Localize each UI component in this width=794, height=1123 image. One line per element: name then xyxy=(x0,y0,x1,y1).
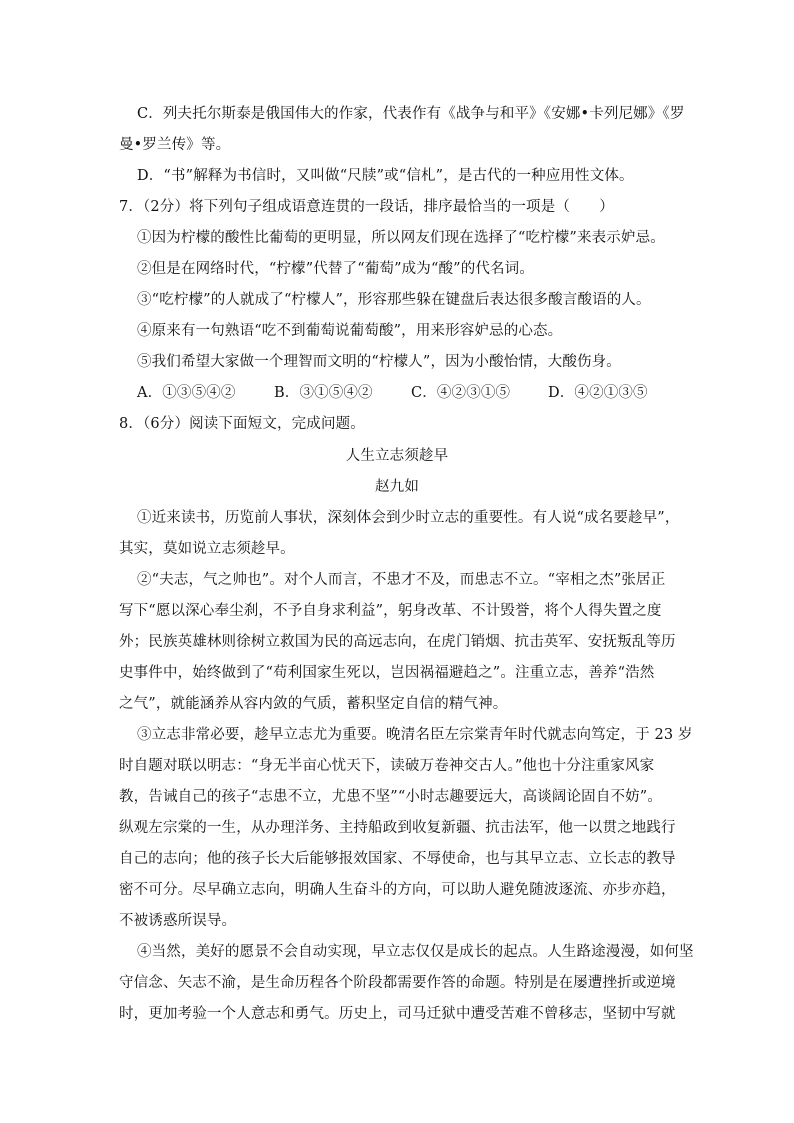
q7-sentence-3: ③“吃柠檬”的人就成了“柠檬人”，形容那些躲在键盘后表达很多酸言酸语的人。 xyxy=(137,292,651,308)
article-author: 赵九如 xyxy=(375,479,419,495)
q6-option-c-line2: 曼•罗兰传》等。 xyxy=(119,137,231,153)
q7-sentence-2: ②但是在网络时代，“柠檬”代替了“葡萄”成为“酸”的代名词。 xyxy=(137,261,534,277)
article-line: 时自题对联以明志：“身无半亩心忧天下，读破万卷神交古人。”他也十分注重家风家 xyxy=(119,758,655,774)
article-line: 教，告诫自己的孩子“志患不立，尤患不坚”“小时志趣要远大，高谈阔论固自不妨”。 xyxy=(119,789,662,805)
article-line: 外；民族英雄林则徐树立救国为民的高远志向，在虎门销烟、抗击英军、安抚叛乱等历 xyxy=(119,634,676,650)
article-line: ①近来读书，历览前人事状，深刻体会到少时立志的重要性。有人说“成名要趁早”， xyxy=(137,510,680,526)
article-line: 其实，莫如说立志须趁早。 xyxy=(119,541,295,557)
q7-option-d: D．④②①③⑤ xyxy=(548,385,648,401)
article-title: 人生立志须趁早 xyxy=(345,448,449,464)
q8-stem: 8．（6分）阅读下面短文，完成问题。 xyxy=(119,416,365,432)
q7-option-b: B．③①⑤④② xyxy=(274,385,373,401)
article-line: 写下“愿以深心奉尘刹，不予自身求利益”，躬身改革、不计毁誉，将个人得失置之度 xyxy=(119,603,662,619)
article-line: 之气”，就能涵养从容内敛的气质，蓄积坚定自信的精气神。 xyxy=(119,696,508,712)
article-line: ④当然，美好的愿景不会自动实现，早立志仅仅是成长的起点。人生路途漫漫，如何坚 xyxy=(137,944,694,960)
q7-stem: 7．（2分）将下列句子组成语意连贯的一段话，排序最恰当的一项是（ ） xyxy=(119,199,614,215)
article-line: 密不可分。尽早确立志向，明确人生奋斗的方向，可以助人避免随波逐流、亦步亦趋， xyxy=(119,882,676,898)
article-line: 自己的志向；他的孩子长大后能够报效国家、不辱使命，也与其早立志、立长志的教导 xyxy=(119,851,676,867)
article-line: 史事件中，始终做到了“苟利国家生死以，岂因祸福避趋之”。注重立志，善养“浩然 xyxy=(119,665,655,681)
q7-sentence-5: ⑤我们希望大家做一个理智而文明的“柠檬人”，因为小酸怡情，大酸伤身。 xyxy=(137,354,621,370)
q7-option-a: A．①③⑤④② xyxy=(137,385,236,401)
article-line: 纵观左宗棠的一生，从办理洋务、主持船政到收复新疆、抗击法军，他一以贯之地践行 xyxy=(119,820,676,836)
article-line: 守信念、矢志不渝，是生命历程各个阶段都需要作答的命题。特别是在屡遭挫折或逆境 xyxy=(119,975,676,991)
article-line: 时，更加考验一个人意志和勇气。历史上，司马迁狱中遭受苦难不曾移志，坚韧中写就 xyxy=(119,1006,676,1022)
q7-sentence-1: ①因为柠檬的酸性比葡萄的更明显，所以网友们现在选择了“吃柠檬”来表示妒忌。 xyxy=(137,230,665,246)
q7-sentence-4: ④原来有一句熟语“吃不到葡萄说葡萄酸”，用来形容妒忌的心态。 xyxy=(137,323,563,339)
article-line: ②“夫志，气之帅也”。对个人而言，不患才不及，而患志不立。“宰相之杰”张居正 xyxy=(137,572,666,588)
article-line: 不被诱惑所误导。 xyxy=(119,913,237,929)
q6-option-c-line1: C．列夫托尔斯泰是俄国伟大的作家，代表作有《战争与和平》《安娜•卡列尼娜》《罗 xyxy=(137,106,685,122)
q7-options xyxy=(137,383,648,403)
q7-option-c: C．④②③①⑤ xyxy=(411,385,511,401)
q6-option-d: D．“书”解释为书信时，又叫做“尺牍”或“信札”，是古代的一种应用性文体。 xyxy=(137,168,634,184)
article-line: ③立志非常必要，趁早立志尤为重要。晚清名臣左宗棠青年时代就志向笃定，于 23 岁 xyxy=(137,727,693,743)
